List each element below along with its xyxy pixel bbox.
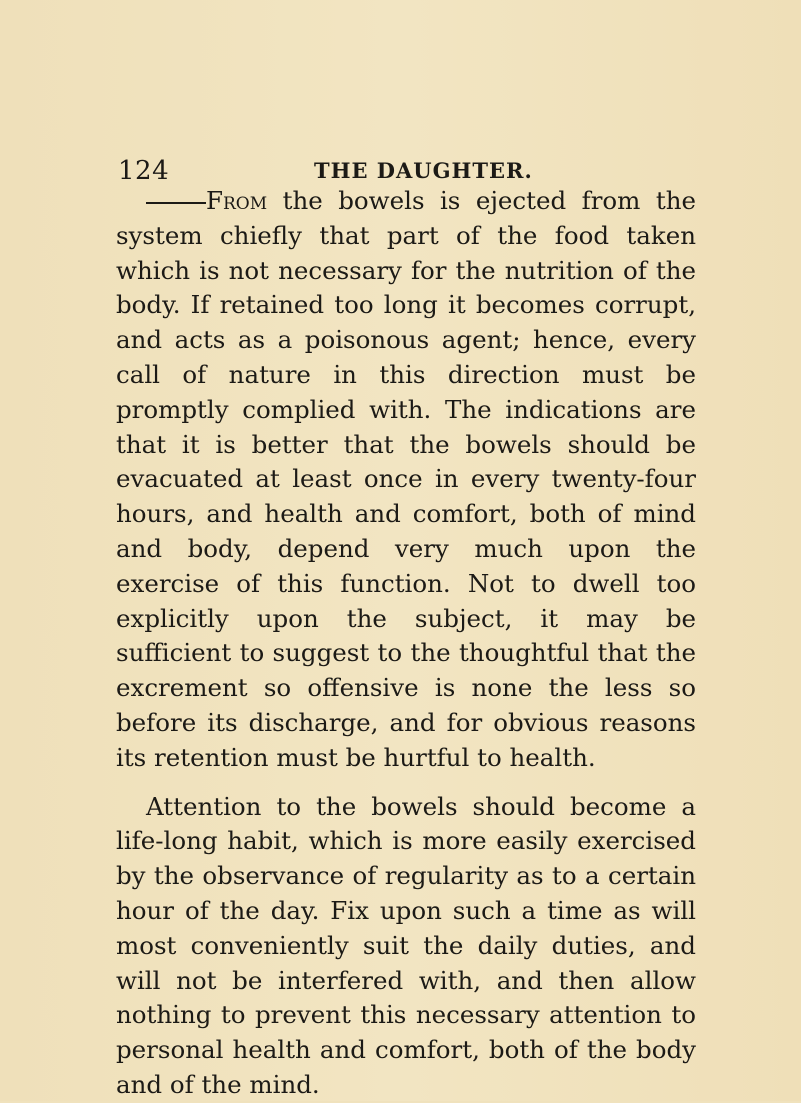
em-dash-rule <box>146 202 206 204</box>
paragraph-2: Attention to the bowels should become a life-long habit, which is more easily exercised by the observance of regularity as to a certain hour of the day. Fix upon such a time as will most conveniently suit the daily duties, and will not be interfered with, and then allow nothing to prevent this necessary attention to personal health and comfort, both of the body and of the mind. <box>116 791 696 1099</box>
paragraph-1-text: the bowels is ejected from the system chiefly that part of the food taken which is not necessary for the nutrition of the body. If retained too long it becomes corrupt, and acts as a poisonous agent; hence, every call of nature in this direction must be promptly complied with. The indications are that it is better that the bowels should be evacuated at least once in every twenty-four hours, and health and comfort, both of mind and body, depend very much upon the exercise of this function. Not to dwell too explicitly upon the subject, it may be sufficient to suggest to the thoughtful that the excrement so offensive is none the less so before its discharge, and for obvious reasons its retention must be hurtful to health. <box>116 186 696 772</box>
page-number: 124 <box>118 156 170 186</box>
paragraph-1 <box>116 184 696 776</box>
running-head: THE DAUGHTER. <box>314 158 533 183</box>
paragraph-lead-word: From <box>206 186 268 215</box>
body-text <box>116 184 696 1103</box>
